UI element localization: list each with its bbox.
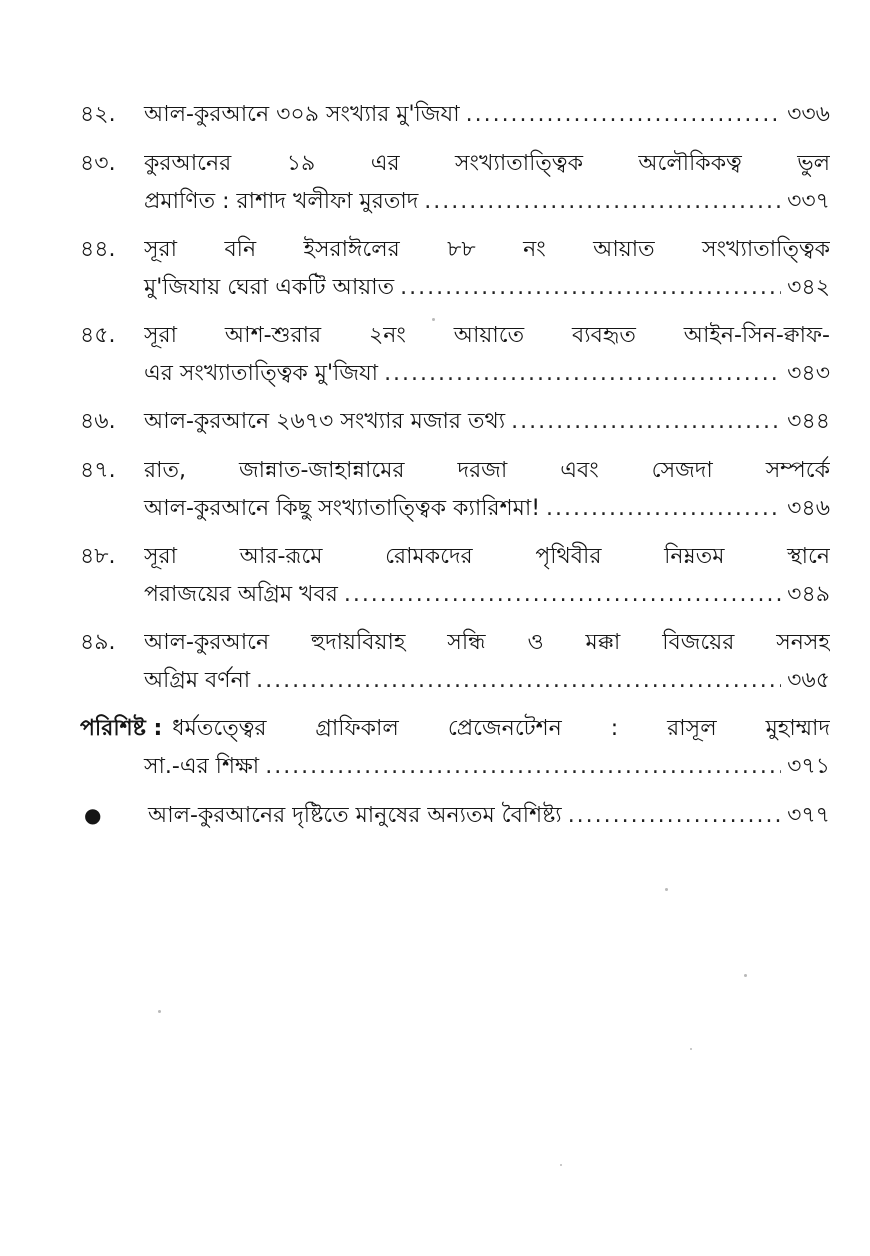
dot-leader xyxy=(256,662,781,700)
dot-leader xyxy=(400,269,781,307)
table-of-contents xyxy=(80,96,830,835)
appendix-page-number: ৩৭১ xyxy=(787,754,830,779)
bullet-title: আল-কুরআনের দৃষ্টিতে মানুষের অন্যতম বৈশিষ্ট্য xyxy=(148,803,562,828)
entry-number: ৪৬. xyxy=(80,409,116,434)
entry-title-line2: প্রমাণিত : রাশাদ খলীফা মুরতাদ xyxy=(144,189,419,214)
dot-leader xyxy=(265,748,781,786)
entry-page-number: ৩৬৫ xyxy=(787,668,830,693)
toc-entry-48 xyxy=(80,538,830,614)
scan-speck xyxy=(158,1010,161,1013)
bullet-icon: ● xyxy=(84,803,102,827)
entry-title-line2: এর সংখ্যাতাত্ত্বিক মু'জিযা xyxy=(144,361,379,386)
scan-speck xyxy=(432,318,435,321)
entry-number: ৪৮. xyxy=(80,544,116,569)
scan-speck xyxy=(665,888,668,891)
entry-page-number: ৩৪৪ xyxy=(787,409,830,434)
toc-bullet-entry xyxy=(80,796,830,835)
entry-page-number: ৩৪৩ xyxy=(787,361,830,386)
entry-title-line1: রাত, জান্নাত-জাহান্নামের দরজা এবং সেজদা সম্পর্কে xyxy=(144,458,830,483)
toc-appendix xyxy=(80,710,830,786)
dot-leader xyxy=(511,403,781,441)
entry-title-line1: সূরা আর-রূমে রোমকদের পৃথিবীর নিম্নতম স্থানে xyxy=(144,544,830,569)
entry-number: ৪৫. xyxy=(80,323,116,348)
dot-leader xyxy=(466,96,781,134)
dot-leader xyxy=(546,490,781,528)
entry-title-line1: সূরা বনি ইসরাঈলের ৮৮ নং আয়াত সংখ্যাতাত্ত্বিক xyxy=(144,237,830,262)
toc-entry-47 xyxy=(80,452,830,528)
appendix-title-line2: সা.-এর শিক্ষা xyxy=(144,754,260,779)
toc-entry-44 xyxy=(80,231,830,307)
dot-leader xyxy=(424,183,781,221)
toc-entry-45 xyxy=(80,317,830,393)
bullet-page-number: ৩৭৭ xyxy=(787,803,830,828)
entry-title-line2: অগ্রিম বর্ণনা xyxy=(144,668,251,693)
toc-entry-43 xyxy=(80,145,830,221)
scan-speck xyxy=(744,974,747,977)
entry-title-line1: কুরআনের ১৯ এর সংখ্যাতাত্ত্বিক অলৌকিকত্ব ভুল xyxy=(144,151,830,176)
entry-title-line2: মু'জিযায় ঘেরা একটি আয়াত xyxy=(144,275,395,300)
scan-speck xyxy=(690,1048,692,1050)
dot-leader xyxy=(568,797,781,835)
entry-page-number: ৩৪৬ xyxy=(787,496,830,521)
entry-title-line2: পরাজয়ের অগ্রিম খবর xyxy=(144,582,338,607)
toc-entry-42 xyxy=(80,96,830,134)
appendix-label: পরিশিষ্ট : xyxy=(80,716,163,741)
entry-title: আল-কুরআনে ৩০৯ সংখ্যার মু'জিযা xyxy=(144,102,460,127)
entry-page-number: ৩৩৬ xyxy=(787,102,830,127)
entry-title-line1: আল-কুরআনে হুদায়বিয়াহ সন্ধি ও মক্কা বিজয়ের সনসহ xyxy=(144,630,830,655)
entry-page-number: ৩৪৯ xyxy=(787,582,830,607)
entry-page-number: ৩৪২ xyxy=(787,275,830,300)
entry-number: ৪৩. xyxy=(80,151,116,176)
toc-entry-46 xyxy=(80,403,830,441)
entry-title: আল-কুরআনে ২৬৭৩ সংখ্যার মজার তথ্য xyxy=(144,409,506,434)
entry-page-number: ৩৩৭ xyxy=(787,189,830,214)
toc-entry-49 xyxy=(80,624,830,700)
appendix-title-line1: ধর্মতত্ত্বের গ্রাফিকাল প্রেজেনটেশন : রাসূল মুহাম্মাদ xyxy=(172,716,830,741)
entry-title-line1: সূরা আশ-শুরার ২নং আয়াতে ব্যবহৃত আইন-সিন-ক্বাফ- xyxy=(144,323,830,348)
dot-leader xyxy=(384,355,781,393)
entry-number: ৪৯. xyxy=(80,630,116,655)
scan-speck xyxy=(560,1164,562,1166)
entry-title-line2: আল-কুরআনে কিছু সংখ্যাতাত্ত্বিক ক্যারিশমা! xyxy=(144,496,541,521)
entry-number: ৪২. xyxy=(80,102,116,127)
entry-number: ৪৭. xyxy=(80,458,116,483)
entry-number: ৪৪. xyxy=(80,237,116,262)
dot-leader xyxy=(344,576,781,614)
